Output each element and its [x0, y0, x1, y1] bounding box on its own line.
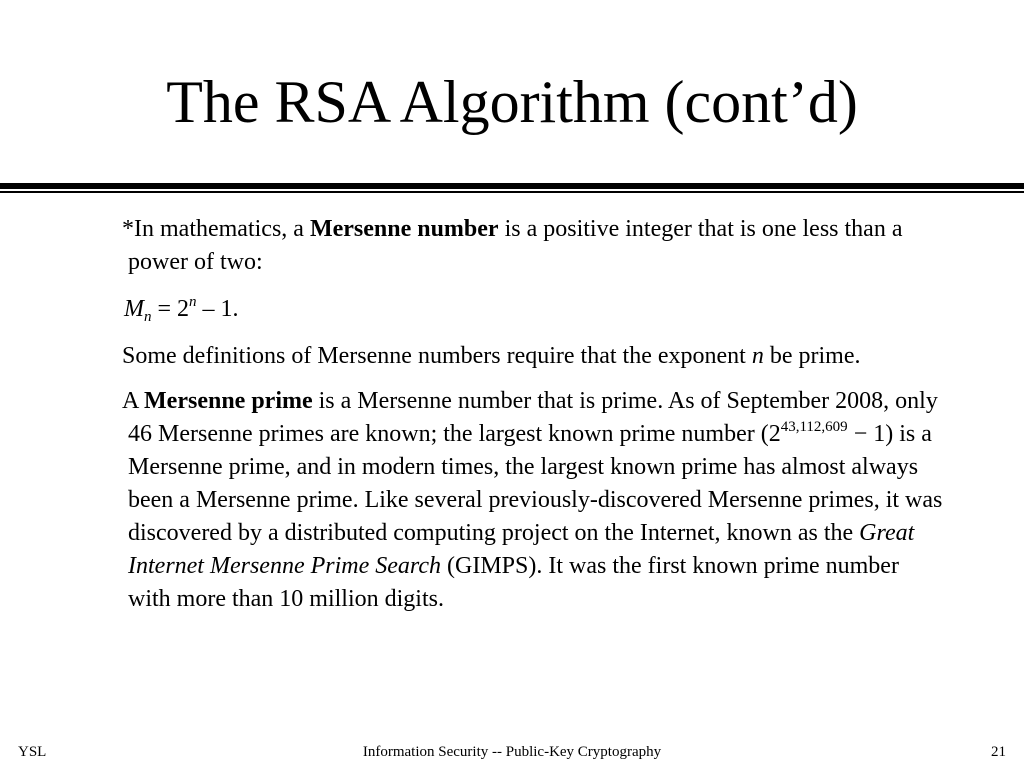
divider-thin-line [0, 191, 1024, 193]
footer-page-number: 21 [991, 744, 1006, 760]
p1-text-after: is a positive integer that is one less than a power of two: [128, 216, 903, 275]
p3-text-3: (GIMPS). It was the first known prime number with more than 10 million digits. [128, 553, 899, 612]
slide-title: The RSA Algorithm (cont’d) [166, 69, 858, 135]
slide-body [118, 213, 943, 616]
footer-author: YSL [18, 744, 47, 760]
formula-n-superscript: n [189, 294, 197, 310]
term-mersenne-number: Mersenne number [309, 216, 499, 242]
paragraph-exponent-prime [118, 340, 943, 373]
term-mersenne-prime: Mersenne prime [144, 388, 313, 414]
footer-course-title: Information Security -- Public-Key Cryptography [362, 744, 662, 760]
p3-text-2: − 1) is a Mersenne prime, and in modern times, the largest known prime has almost always been a Mersenne prime. Like several previously-discovered Mersenne primes, it was discovered by a distributed computing project on the Internet, known as the [128, 421, 943, 546]
p2-text-before: Some definitions of Mersenne numbers require that the exponent [122, 343, 752, 369]
formula-mersenne [118, 293, 943, 326]
paragraph-mersenne-number [118, 213, 943, 279]
formula-m: M [124, 296, 144, 322]
formula-equals: = 2 [151, 296, 190, 322]
p2-italic-n: n [751, 343, 764, 369]
paragraph-mersenne-prime [118, 385, 943, 616]
formula-rest: – 1. [196, 296, 239, 322]
slide-footer [0, 742, 1024, 762]
title-divider [0, 183, 1024, 193]
p1-text-before: *In mathematics, a [122, 216, 310, 242]
term-gimps: Great Internet Mersenne Prime Search [128, 520, 915, 579]
formula-n-subscript: n [144, 309, 152, 325]
p3-text-1: is a Mersenne number that is prime. As of September 2008, only 46 Mersenne primes are known; the largest known prime number (2 [128, 388, 938, 447]
p3-text-a: A [122, 388, 145, 414]
p2-text-after: be prime. [763, 343, 861, 369]
p3-exponent: 43,112,609 [780, 419, 848, 435]
